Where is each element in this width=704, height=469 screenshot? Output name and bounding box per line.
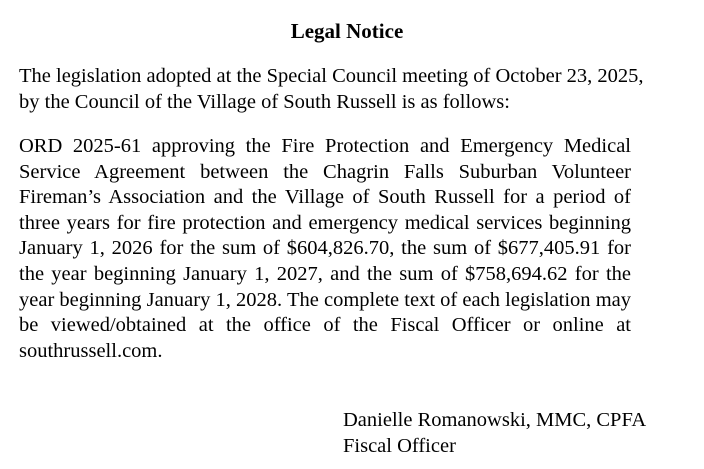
signatory-position: Fiscal Officer [343, 434, 456, 457]
notice-title: Legal Notice [290, 19, 404, 43]
signature-block [343, 408, 646, 459]
intro-paragraph: The legislation adopted at the Special Council meeting of October 23, 2025, by the Council of the Village of South Russell is as follows: [19, 65, 644, 113]
signatory-name: Danielle Romanowski, MMC, CPFA [343, 409, 647, 431]
ordinance-paragraph: ORD 2025-61 approving the Fire Protection and Emergency Medical Service Agreement between the Chagrin Falls Suburban Volunteer Fireman’s Association and the Village of South Russell for a period of three years for fire protection and emergency medical services beginning January 1, 2026 for the sum of $604,826.70, the sum of $677,405.91 for the year beginning January 1, 2027, and the sum of $758,694.62 for the year beginning January 1, 2028. The complete text of each legislation may be viewed/obtained at the office of the Fiscal Officer or online at southrussell.com. [19, 135, 631, 362]
